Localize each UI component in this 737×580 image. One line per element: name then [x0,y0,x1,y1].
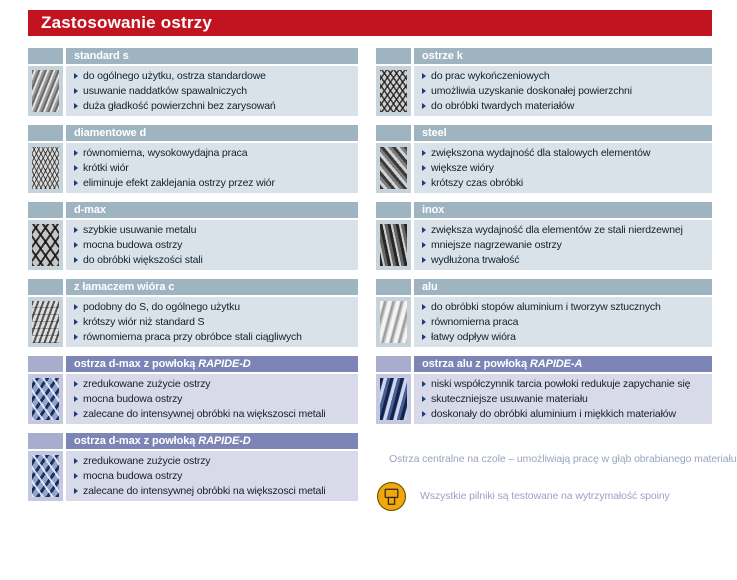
benefit-item: równomierna praca [422,315,704,330]
note-weld-test [376,480,712,512]
blade-texture-photo [32,378,59,420]
benefit-item: zwiększona wydajność dla stalowych elementów [422,146,704,161]
benefit-item: mocna budowa ostrzy [74,392,350,407]
benefit-item: do ogólnego użytku, ostrza standardowe [74,69,350,84]
bullet-arrow-icon [422,150,426,156]
blade-row-alu-rapide-a [376,356,712,424]
blade-texture-photo [32,70,59,112]
left-column [28,48,358,512]
bullet-arrow-icon [74,319,78,325]
benefit-item: równomierna, wysokowydajna praca [74,146,350,161]
benefit-item: łatwy odpływ wióra [422,330,704,345]
benefit-item: niski współczynnik tarcia powłoki redukuje zapychanie się [422,377,704,392]
blade-row-steel [376,125,712,193]
benefit-item: usuwanie naddatków spawalniczych [74,84,350,99]
benefit-item: skuteczniejsze usuwanie materiału [422,392,704,407]
bullet-arrow-icon [422,396,426,402]
bullet-arrow-icon [422,103,426,109]
note-front-cut [376,443,737,475]
benefit-item: mniejsze nagrzewanie ostrzy [422,238,704,253]
blade-type-header: z łamaczem wióra c [66,279,358,295]
blade-type-header: ostrza d-max z powłoką RAPIDE-D [66,356,358,372]
bullet-arrow-icon [422,334,426,340]
right-column [376,48,712,424]
bullet-arrow-icon [422,242,426,248]
blade-texture-photo [380,147,407,189]
blade-type-header: standard s [66,48,358,64]
blade-photo-cell [376,66,411,116]
blade-row-alu [376,279,712,347]
blade-type-header: alu [414,279,712,295]
right-column-wrap [376,48,737,512]
benefit-item: doskonały do obróbki aluminium i miękkich materiałów [422,407,704,422]
page-title: Zastosowanie ostrzy [28,10,712,36]
blade-photo-header-cell [376,279,411,295]
benefit-item: wydłużona trwałość [422,253,704,268]
bullet-arrow-icon [74,180,78,186]
blade-type-header: ostrze k [414,48,712,64]
bullet-arrow-icon [422,73,426,79]
bullet-arrow-icon [422,165,426,171]
bullet-arrow-icon [74,396,78,402]
blade-type-header: inox [414,202,712,218]
blade-photo-header-cell [28,202,63,218]
blade-row-ostrze-k [376,48,712,116]
blade-photo-header-cell [28,125,63,141]
blade-benefits [66,66,358,116]
blade-benefits [414,66,712,116]
blade-benefits [414,297,712,347]
blade-row-diamentowe-d [28,125,358,193]
blade-texture-photo [32,147,59,189]
blade-texture-photo [380,70,407,112]
blade-photo-cell [28,374,63,424]
blade-photo-header-cell [376,125,411,141]
bullet-arrow-icon [422,319,426,325]
blade-photo-cell [376,143,411,193]
blade-photo-header-cell [28,48,63,64]
footnotes [376,443,737,512]
blade-benefits [66,374,358,424]
benefit-item: do obróbki stopów aluminium i tworzyw sztucznych [422,300,704,315]
blade-photo-header-cell [376,202,411,218]
blade-benefits [66,143,358,193]
benefit-item: krótszy wiór niż standard S [74,315,350,330]
blade-photo-cell [28,297,63,347]
benefit-item: krótszy czas obróbki [422,176,704,191]
blade-row-d-max [28,202,358,270]
blade-texture-photo [32,224,59,266]
bullet-arrow-icon [74,458,78,464]
blade-texture-photo [32,301,59,343]
benefit-item: duża gładkość powierzchni bez zarysowań [74,99,350,114]
benefit-item: podobny do S, do ogólnego użytku [74,300,350,315]
blade-row-inox [376,202,712,270]
weld-strength-test-icon [376,481,407,512]
blade-photo-header-cell [376,48,411,64]
bullet-arrow-icon [74,73,78,79]
benefit-item: zredukowane zużycie ostrzy [74,454,350,469]
blade-texture-photo [32,455,59,497]
bullet-arrow-icon [74,103,78,109]
benefit-item: zredukowane zużycie ostrzy [74,377,350,392]
bullet-arrow-icon [74,334,78,340]
blade-photo-header-cell [28,356,63,372]
note-front-cut-text: Ostrza centralne na czole – umożliwiają pracę w głąb obrabianego materiału [389,453,737,465]
note-weld-test-text: Wszystkie pilniki są testowane na wytrzymałość spoiny [420,490,670,502]
benefit-item: zalecane do intensywnej obróbki na większosci metali [74,407,350,422]
blade-photo-cell [28,220,63,270]
benefit-item: mocna budowa ostrzy [74,238,350,253]
benefit-item: szybkie usuwanie metalu [74,223,350,238]
benefit-item: do obróbki twardych materiałów [422,99,704,114]
blade-type-header: diamentowe d [66,125,358,141]
blade-type-header: d-max [66,202,358,218]
benefit-item: umożliwia uzyskanie doskonałej powierzchni [422,84,704,99]
blade-photo-cell [376,297,411,347]
blade-type-header: steel [414,125,712,141]
bullet-arrow-icon [422,257,426,263]
bullet-arrow-icon [74,473,78,479]
blade-row-standard-s [28,48,358,116]
benefit-item: krótki wiór [74,161,350,176]
blade-benefits [414,143,712,193]
benefit-item: do obróbki większości stali [74,253,350,268]
blade-type-header: ostrza d-max z powłoką RAPIDE-D [66,433,358,449]
blade-photo-cell [28,66,63,116]
bullet-arrow-icon [74,88,78,94]
bullet-arrow-icon [422,411,426,417]
blade-benefits [414,374,712,424]
blade-photo-header-cell [376,356,411,372]
blade-type-header: ostrza alu z powłoką RAPIDE-A [414,356,712,372]
blade-texture-photo [380,224,407,266]
bullet-arrow-icon [74,150,78,156]
bullet-arrow-icon [74,227,78,233]
bullet-arrow-icon [422,88,426,94]
blade-benefits [66,220,358,270]
benefit-item: większe wióry [422,161,704,176]
bullet-arrow-icon [74,381,78,387]
bullet-arrow-icon [74,304,78,310]
blade-photo-header-cell [28,433,63,449]
blade-texture-photo [380,301,407,343]
blade-photo-cell [376,220,411,270]
benefit-item: eliminuje efekt zaklejania ostrzy przez wiór [74,176,350,191]
bullet-arrow-icon [422,304,426,310]
blade-photo-cell [376,374,411,424]
bullet-arrow-icon [74,257,78,263]
blade-benefits [66,297,358,347]
blade-row-dmax-rapide-d-1 [28,356,358,424]
blade-applications-table [28,48,737,512]
blade-row-dmax-rapide-d-2 [28,433,358,501]
blade-texture-photo [380,378,407,420]
bullet-arrow-icon [422,381,426,387]
blade-row-lamacz-wiora-c [28,279,358,347]
blade-benefits [66,451,358,501]
benefit-item: do prac wykończeniowych [422,69,704,84]
bullet-arrow-icon [422,227,426,233]
bullet-arrow-icon [74,411,78,417]
bullet-arrow-icon [422,180,426,186]
benefit-item: zalecane do intensywnej obróbki na większosci metali [74,484,350,499]
bullet-arrow-icon [74,165,78,171]
benefit-item: mocna budowa ostrzy [74,469,350,484]
blade-benefits [414,220,712,270]
bullet-arrow-icon [74,488,78,494]
blade-photo-cell [28,143,63,193]
blade-photo-cell [28,451,63,501]
bullet-arrow-icon [74,242,78,248]
blade-photo-header-cell [28,279,63,295]
benefit-item: zwiększa wydajność dla elementów ze stali nierdzewnej [422,223,704,238]
benefit-item: równomierna praca przy obróbce stali ciągliwych [74,330,350,345]
